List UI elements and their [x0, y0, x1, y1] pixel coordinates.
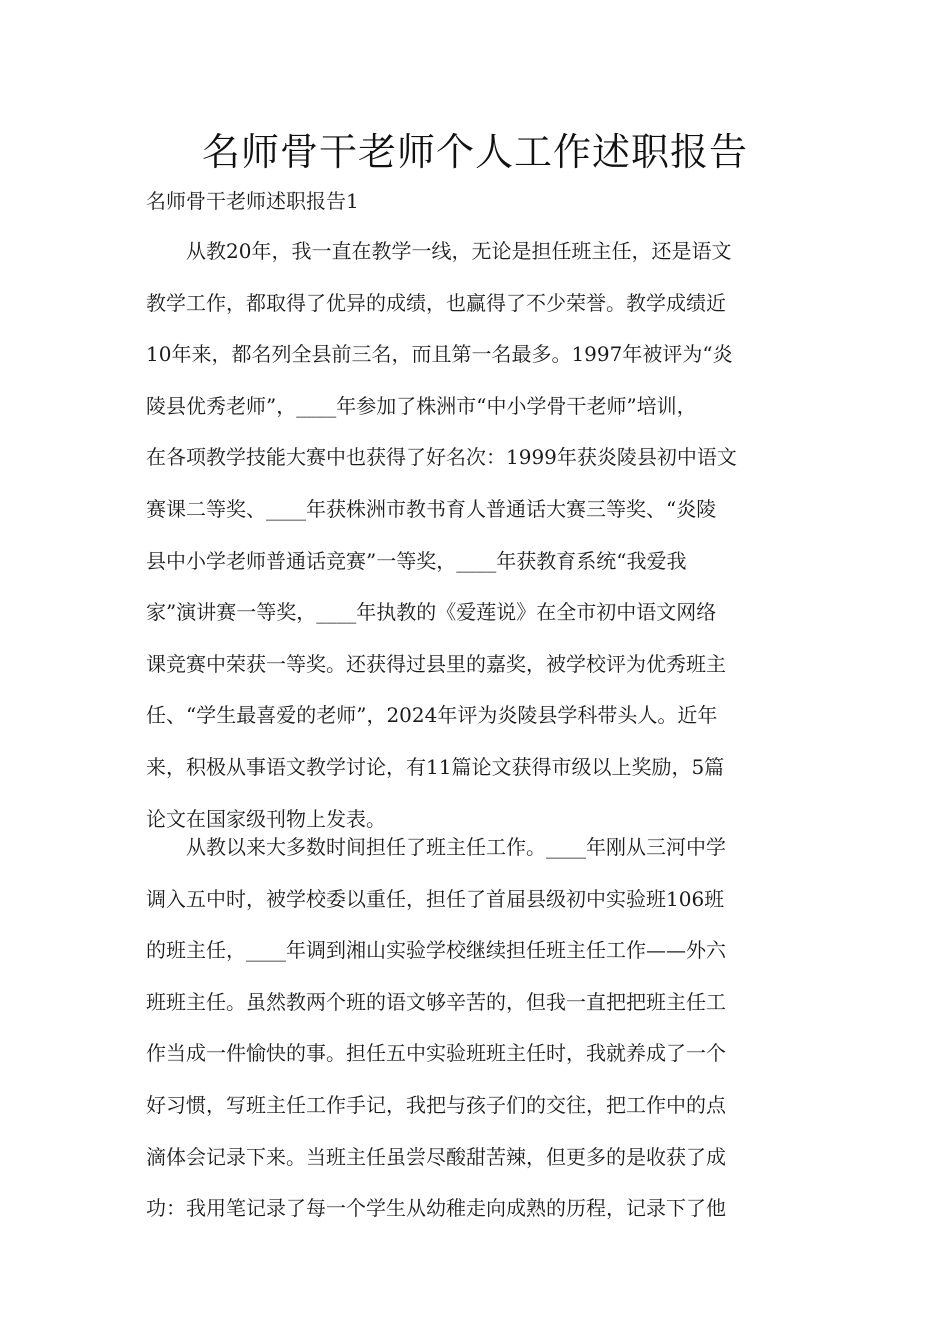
text-line: 论文在国家级刊物上发表。 — [146, 806, 386, 831]
text-line: 10年来，都名列全县前三名，而且第一名最多。1997年被评为“炎 — [146, 342, 733, 367]
text-line: 在各项教学技能大赛中也获得了好名次：1999年获炎陵县初中语文 — [146, 445, 737, 470]
document-title: 名师骨干老师个人工作述职报告 — [201, 130, 748, 174]
paragraph-1 — [146, 226, 808, 845]
text-line: 从教20年，我一直在教学一线，无论是担任班主任，还是语文 — [146, 239, 732, 263]
text-line: 县中小学老师普通话竞赛”一等奖，____年获教育系统“我爱我 — [146, 548, 687, 573]
text-line: 功：我用笔记录了每一个学生从幼稚走向成熟的历程，记录下了他 — [146, 1196, 726, 1221]
text-line: 的班主任，____年调到湘山实验学校继续担任班主任工作——外六 — [146, 938, 726, 963]
text-line: 教学工作，都取得了优异的成绩，也赢得了不少荣誉。教学成绩近 — [146, 290, 726, 315]
text-line: 任、“学生最喜爱的老师”，2024年评为炎陵县学科带头人。近年 — [146, 703, 718, 728]
text-line: 好习惯，写班主任工作手记，我把与孩子们的交往，把工作中的点 — [146, 1092, 726, 1117]
paragraph-2 — [146, 822, 808, 1235]
text-line: 从教以来大多数时间担任了班主任工作。____年刚从三河中学 — [146, 835, 726, 859]
text-line: 陵县优秀老师”，____年参加了株洲市“中小学骨干老师”培训， — [146, 393, 697, 418]
text-line: 作当成一件愉快的事。担任五中实验班班主任时，我就养成了一个 — [146, 1041, 726, 1066]
text-line: 家”演讲赛一等奖，____年执教的《爱莲说》在全市初中语文网络 — [146, 600, 717, 625]
text-line: 滴体会记录下来。当班主任虽尝尽酸甜苦辣，但更多的是收获了成 — [146, 1144, 726, 1169]
text-line: 赛课二等奖、____年获株洲市教书育人普通话大赛三等奖、“炎陵 — [146, 496, 717, 521]
text-line: 调入五中时，被学校委以重任，担任了首届县级初中实验班106班 — [146, 886, 725, 911]
section-heading: 名师骨干老师述职报告1 — [146, 189, 359, 213]
text-line: 来，积极从事语文教学讨论，有11篇论文获得市级以上奖励，5篇 — [146, 754, 725, 779]
text-line: 班班主任。虽然教两个班的语文够辛苦的，但我一直把把班主任工 — [146, 989, 726, 1014]
text-line: 课竞赛中荣获一等奖。还获得过县里的嘉奖，被学校评为优秀班主 — [146, 651, 726, 676]
